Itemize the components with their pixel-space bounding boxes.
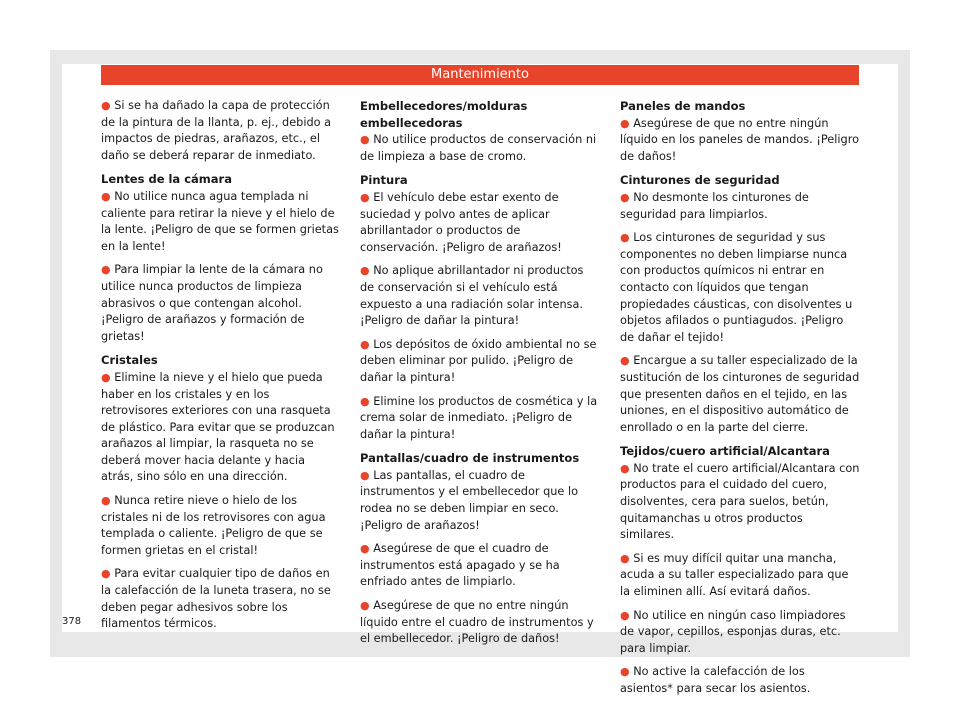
bullet-icon: ● (620, 116, 630, 130)
bullet-icon: ● (620, 231, 630, 245)
paragraph: ● Las pantallas, el cuadro de instrumentos y el embellecedor que lo rodea no se deben limpiar en seco. ¡Peligro de arañazos! (360, 468, 579, 532)
paragraph: ● Elimine la nieve y el hielo que pueda haber en los cristales y en los retrovisores exteriores con una rasqueta de plástico. Para evitar que se produzcan arañazos al limpiar, la rasqueta no se deberá mover hacia delante y hacia atrás, sino sólo en una dirección. (101, 370, 335, 484)
bullet-icon: ● (620, 665, 630, 679)
paragraph: ● No utilice en ningún caso limpiadores de vapor, cepillos, esponjas duras, etc. para limpiar. (620, 608, 846, 655)
paragraph: ● Los cinturones de seguridad y sus componentes no deben limpiarse nunca con productos químicos ni entrar en contacto con líquidos que tengan propiedades cáusticas, con disolventes u objetos afilados o puntiagudos. ¡Peligro de dañar el tejido! (620, 231, 853, 344)
heading-embellecedores: Embellecedores/molduras embellecedoras (360, 99, 528, 130)
bullet-icon: ● (101, 99, 111, 112)
heading-pintura: Pintura (360, 173, 408, 188)
paragraph: ● Elimine los productos de cosmética y la crema solar de inmediato. ¡Peligro de dañar la pintura! (360, 394, 598, 441)
bullet-icon: ● (360, 190, 370, 204)
paragraph: ● Asegúrese de que no entre ningún líquido entre el cuadro de instrumentos y el embellecedor. ¡Peligro de daños! (360, 599, 594, 646)
bullet-icon: ● (101, 189, 111, 203)
bullet-icon: ● (360, 133, 370, 147)
column-3 (620, 98, 860, 705)
section-header: Mantenimiento (101, 65, 859, 85)
paragraph: ● No utilice productos de conservación ni de limpieza a base de cromo. (360, 133, 597, 163)
bullet-icon: ● (620, 190, 630, 204)
bullet-icon: ● (101, 494, 111, 508)
column-1 (101, 98, 339, 640)
heading-cristales: Cristales (101, 353, 158, 368)
heading-cinturones: Cinturones de seguridad (620, 173, 780, 188)
paragraph: ● No utilice nunca agua templada ni caliente para retirar la nieve y el hielo de la lente. ¡Peligro de que se formen grietas en la lente! (101, 189, 339, 253)
heading-pantallas: Pantallas/cuadro de instrumentos (360, 451, 580, 466)
bullet-icon: ● (101, 567, 111, 581)
paragraph: ● Para limpiar la lente de la cámara no utilice nunca productos de limpieza abrasivos o que contengan alcohol. ¡Peligro de arañazos y formación de grietas! (101, 263, 323, 343)
paragraph: ● No active la calefacción de los asientos* para secar los asientos. (620, 665, 811, 695)
bullet-icon: ● (101, 263, 111, 277)
paragraph: ● No desmonte los cinturones de seguridad para limpiarlos. (620, 190, 809, 221)
heading-lentes: Lentes de la cámara (101, 172, 232, 187)
bullet-icon: ● (360, 394, 370, 408)
paragraph: ● Para evitar cualquier tipo de daños en la calefacción de la luneta trasera, no se deben pegar adhesivos sobre los filamentos térmicos. (101, 567, 331, 631)
paragraph: ● Si se ha dañado la capa de protección de la pintura de la llanta, p. ej., debido a impactos de piedras, arañazos, etc., el daño se deberá reparar de inmediato. (101, 99, 332, 162)
paragraph: ● Asegúrese de que no entre ningún líquido en los paneles de mandos. ¡Peligro de daños! (620, 116, 860, 163)
heading-tejidos: Tejidos/cuero artificial/Alcantara (620, 444, 830, 459)
bullet-icon: ● (360, 337, 370, 351)
bullet-icon: ● (620, 461, 630, 475)
heading-paneles: Paneles de mandos (620, 99, 746, 113)
bullet-icon: ● (101, 370, 111, 384)
column-2 (360, 98, 600, 655)
paragraph: ● Encargue a su taller especializado de la sustitución de los cinturones de seguridad que presenten daños en el tejido, en las uniones, en el dispositivo automático de enrollado o en la parte del cierre. (620, 354, 860, 434)
paragraph: ● No aplique abrillantador ni productos de conservación si el vehículo está expuesto a una radiación solar intensa. ¡Peligro de dañar la pintura! (360, 264, 584, 328)
paragraph: ● El vehículo debe estar exento de suciedad y polvo antes de aplicar abrillantador o productos de conservación. ¡Peligro de arañazos! (360, 190, 562, 254)
bullet-icon: ● (360, 542, 370, 556)
bullet-icon: ● (620, 354, 630, 368)
bullet-icon: ● (360, 599, 370, 613)
bullet-icon: ● (360, 264, 370, 278)
paragraph: ● Asegúrese de que el cuadro de instrumentos está apagado y se ha enfriado antes de limpiarlo. (360, 542, 560, 589)
paragraph: ● Nunca retire nieve o hielo de los cristales ni de los retrovisores con agua templada o caliente. ¡Peligro de que se formen grietas en el cristal! (101, 494, 326, 557)
page-number: 378 (62, 616, 82, 627)
paragraph: ● No trate el cuero artificial/Alcantara con productos para el cuidado del cuero, disolventes, cera para suelos, betún, quitamanchas u otros productos similares. (620, 461, 860, 542)
bullet-icon: ● (620, 608, 630, 622)
bullet-icon: ● (360, 468, 370, 482)
paragraph: ● Los depósitos de óxido ambiental no se deben eliminar por pulido. ¡Peligro de dañar la pintura! (360, 337, 597, 384)
paragraph: ● Si es muy difícil quitar una mancha, acuda a su taller especializado para que la eliminen allí. Así evitará daños. (620, 551, 849, 599)
bullet-icon: ● (620, 551, 630, 565)
